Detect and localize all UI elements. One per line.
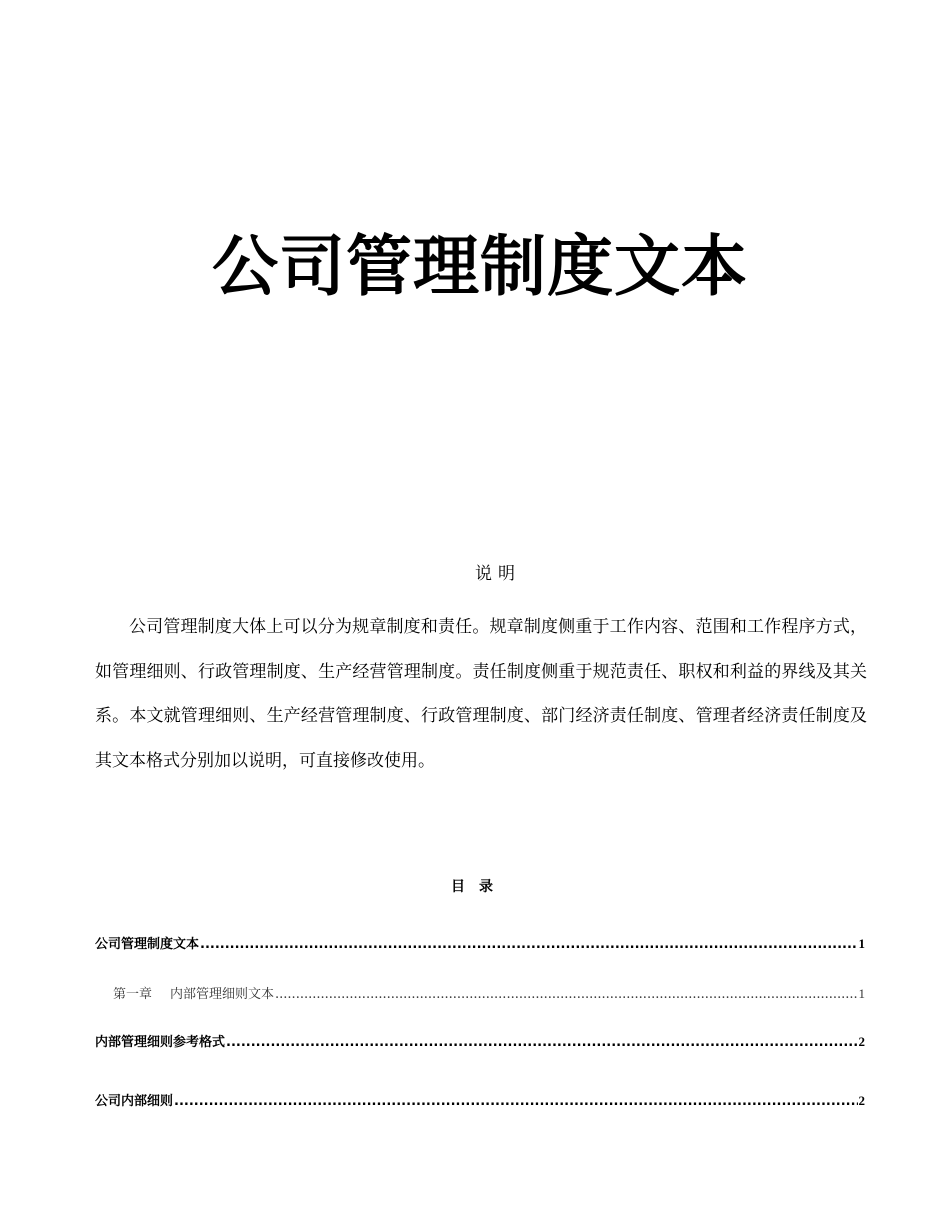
explanation-paragraph: 公司管理制度大体上可以分为规章制度和责任。规章制度侧重于工作内容、范围和工作程序方式，如管理细则、行政管理制度、生产经营管理制度。责任制度侧重于规范责任、职权和利益的界线及其关系。本文就管理细则、生产经营管理制度、行政管理制度、部门经济责任制度、管理者经济责任制度及其文本格式分别加以说明，可直接修改使用。 — [95, 617, 867, 771]
toc-entry-chapter-one[interactable] — [113, 984, 865, 1005]
toc-entry-label: 内部管理细则文本 — [170, 987, 275, 1002]
toc-page-number: 2 — [858, 1034, 865, 1049]
toc-entry-label: 内部管理细则参考格式 — [95, 1035, 226, 1050]
toc-chapter-number: 第一章 — [113, 987, 153, 1002]
toc-page-number: 1 — [858, 936, 865, 951]
explanation-heading: 说明 — [475, 564, 521, 584]
toc-entry-company-management[interactable] — [95, 934, 865, 955]
toc-leader-dots — [226, 1033, 857, 1053]
toc-leader-dots — [275, 985, 857, 1005]
toc-entry-label: 公司管理制度文本 — [95, 937, 200, 952]
document-title: 公司管理制度文本 — [212, 228, 748, 305]
toc-entry-internal-rules[interactable] — [95, 1091, 865, 1112]
toc-leader-dots — [200, 935, 857, 955]
toc-leader-dots — [174, 1092, 857, 1112]
toc-page-number: 2 — [858, 1093, 865, 1108]
toc-entry-reference-format[interactable] — [95, 1032, 865, 1053]
toc-page-number: 1 — [858, 986, 865, 1001]
toc-entry-label: 公司内部细则 — [95, 1094, 174, 1109]
toc-heading: 目录 — [451, 879, 507, 895]
